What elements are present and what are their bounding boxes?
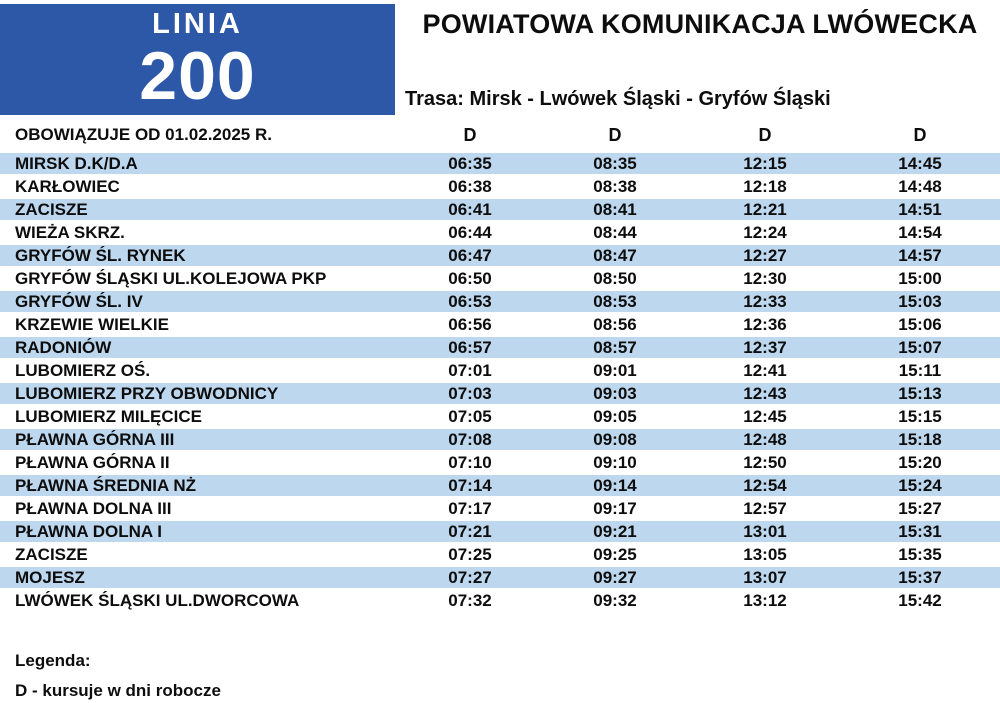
table-row	[0, 268, 1000, 289]
time-cell: 15:11	[898, 360, 942, 380]
time-cell: 08:50	[593, 268, 637, 288]
time-cell: 09:17	[593, 498, 637, 518]
time-cell: 12:21	[690, 199, 840, 220]
time-cell: 15:42	[898, 590, 942, 610]
station-cell: KARŁOWIEC	[15, 176, 120, 196]
station-cell: KRZEWIE WIELKIE	[15, 314, 169, 334]
time-cell: 08:57	[540, 337, 690, 358]
time-cell: 15:00	[898, 268, 942, 288]
time-cell: 07:25	[448, 544, 492, 564]
time-cell: 14:48	[898, 176, 942, 196]
time-cell: 08:35	[540, 153, 690, 174]
time-cell: 12:33	[690, 291, 840, 312]
table-row	[0, 544, 1000, 565]
time-cell: 08:53	[540, 291, 690, 312]
legend	[15, 651, 221, 701]
time-cell: 08:38	[593, 176, 637, 196]
time-cell: 13:07	[690, 567, 840, 588]
station-cell: LUBOMIERZ PRZY OBWODNICY	[0, 383, 400, 404]
time-cell: 09:01	[593, 360, 637, 380]
time-cell: 06:47	[400, 245, 540, 266]
time-cell: 07:14	[400, 475, 540, 496]
time-cell: 15:31	[840, 521, 1000, 542]
table-row	[0, 291, 1000, 312]
time-cell: 15:18	[840, 429, 1000, 450]
time-cell: 15:37	[840, 567, 1000, 588]
station-cell: LUBOMIERZ MILĘCICE	[15, 406, 202, 426]
time-cell: 12:48	[690, 429, 840, 450]
station-cell: ZACISZE	[0, 199, 400, 220]
time-cell: 07:01	[448, 360, 492, 380]
time-cell: 15:35	[898, 544, 942, 564]
time-cell: 12:30	[743, 268, 787, 288]
time-cell: 09:32	[593, 590, 637, 610]
time-cell: 06:38	[448, 176, 492, 196]
column-header-d: D	[758, 124, 772, 145]
table-row	[0, 475, 1000, 496]
time-cell: 07:27	[400, 567, 540, 588]
time-cell: 15:27	[898, 498, 942, 518]
table-row	[0, 245, 1000, 266]
table-row	[0, 429, 1000, 450]
time-cell: 13:05	[743, 544, 787, 564]
time-cell: 12:15	[690, 153, 840, 174]
table-row	[0, 383, 1000, 404]
time-cell: 15:13	[840, 383, 1000, 404]
station-cell: WIEŻA SKRZ.	[15, 222, 125, 242]
line-badge	[0, 4, 395, 115]
column-header-d: D	[463, 124, 477, 145]
time-cell: 07:21	[400, 521, 540, 542]
station-cell: GRYFÓW ŚL. IV	[0, 291, 400, 312]
time-cell: 12:18	[743, 176, 787, 196]
time-cell: 07:17	[448, 498, 492, 518]
table-row	[0, 222, 1000, 243]
time-cell: 09:05	[593, 406, 637, 426]
line-label: LINIA	[152, 8, 243, 40]
table-row	[0, 337, 1000, 358]
time-cell: 14:51	[840, 199, 1000, 220]
time-cell: 07:10	[448, 452, 492, 472]
time-cell: 12:43	[690, 383, 840, 404]
station-cell: RADONIÓW	[0, 337, 400, 358]
time-cell: 09:14	[540, 475, 690, 496]
time-cell: 12:54	[690, 475, 840, 496]
time-cell: 12:36	[743, 314, 787, 334]
time-cell: 06:57	[400, 337, 540, 358]
time-cell: 07:08	[400, 429, 540, 450]
timetable-header-row	[0, 119, 1000, 151]
time-cell: 13:01	[690, 521, 840, 542]
station-cell: PŁAWNA DOLNA III	[15, 498, 172, 518]
table-row	[0, 452, 1000, 473]
station-cell: PŁAWNA ŚREDNIA NŻ	[0, 475, 400, 496]
time-cell: 06:44	[448, 222, 492, 242]
time-cell: 13:12	[743, 590, 787, 610]
line-number: 200	[139, 38, 256, 114]
table-row	[0, 314, 1000, 335]
station-cell: GRYFÓW ŚLĄSKI UL.KOLEJOWA PKP	[15, 268, 327, 288]
time-cell: 14:57	[840, 245, 1000, 266]
legend-item: D - kursuje w dni robocze	[15, 681, 221, 700]
time-cell: 15:20	[898, 452, 942, 472]
route-title: Trasa: Mirsk - Lwówek Śląski - Gryfów Śląski	[405, 88, 831, 110]
time-cell: 09:25	[593, 544, 637, 564]
timetable	[0, 117, 1000, 613]
time-cell: 15:24	[840, 475, 1000, 496]
table-row	[0, 590, 1000, 611]
time-cell: 06:50	[448, 268, 492, 288]
time-cell: 12:37	[690, 337, 840, 358]
table-row	[0, 406, 1000, 427]
table-row	[0, 567, 1000, 588]
time-cell: 08:56	[593, 314, 637, 334]
time-cell: 08:41	[540, 199, 690, 220]
time-cell: 06:35	[400, 153, 540, 174]
station-cell: MOJESZ	[0, 567, 400, 588]
time-cell: 09:08	[540, 429, 690, 450]
legend-title: Legenda:	[15, 651, 91, 670]
time-cell: 15:06	[898, 314, 942, 334]
station-cell: GRYFÓW ŚL. RYNEK	[0, 245, 400, 266]
time-cell: 08:47	[540, 245, 690, 266]
station-cell: MIRSK D.K/D.A	[0, 153, 400, 174]
timetable-body	[0, 153, 1000, 611]
time-cell: 12:50	[743, 452, 787, 472]
operator-title: POWIATOWA KOMUNIKACJA LWÓWECKA	[422, 9, 978, 39]
time-cell: 15:15	[898, 406, 942, 426]
time-cell: 09:03	[540, 383, 690, 404]
time-cell: 12:57	[743, 498, 787, 518]
time-cell: 08:44	[593, 222, 637, 242]
time-cell: 12:45	[743, 406, 787, 426]
validity-note: OBOWIĄZUJE OD 01.02.2025 R.	[15, 125, 272, 144]
time-cell: 14:45	[840, 153, 1000, 174]
station-cell: ZACISZE	[15, 544, 88, 564]
table-row	[0, 199, 1000, 220]
time-cell: 07:32	[448, 590, 492, 610]
table-row	[0, 153, 1000, 174]
time-cell: 15:07	[840, 337, 1000, 358]
time-cell: 07:05	[448, 406, 492, 426]
time-cell: 12:41	[743, 360, 787, 380]
time-cell: 09:21	[540, 521, 690, 542]
column-header-d: D	[608, 124, 622, 145]
station-cell: LUBOMIERZ OŚ.	[15, 360, 151, 380]
column-header-d: D	[913, 124, 927, 145]
time-cell: 14:54	[898, 222, 942, 242]
time-cell: 07:03	[400, 383, 540, 404]
table-row	[0, 360, 1000, 381]
time-cell: 09:27	[540, 567, 690, 588]
station-cell: PŁAWNA GÓRNA II	[15, 452, 170, 472]
time-cell: 12:27	[690, 245, 840, 266]
time-cell: 12:24	[743, 222, 787, 242]
time-cell: 09:10	[593, 452, 637, 472]
table-row	[0, 521, 1000, 542]
table-row	[0, 498, 1000, 519]
time-cell: 06:53	[400, 291, 540, 312]
station-cell: LWÓWEK ŚLĄSKI UL.DWORCOWA	[15, 590, 300, 610]
time-cell: 06:56	[448, 314, 492, 334]
time-cell: 15:03	[840, 291, 1000, 312]
table-row	[0, 176, 1000, 197]
station-cell: PŁAWNA GÓRNA III	[0, 429, 400, 450]
station-cell: PŁAWNA DOLNA I	[0, 521, 400, 542]
time-cell: 06:41	[400, 199, 540, 220]
